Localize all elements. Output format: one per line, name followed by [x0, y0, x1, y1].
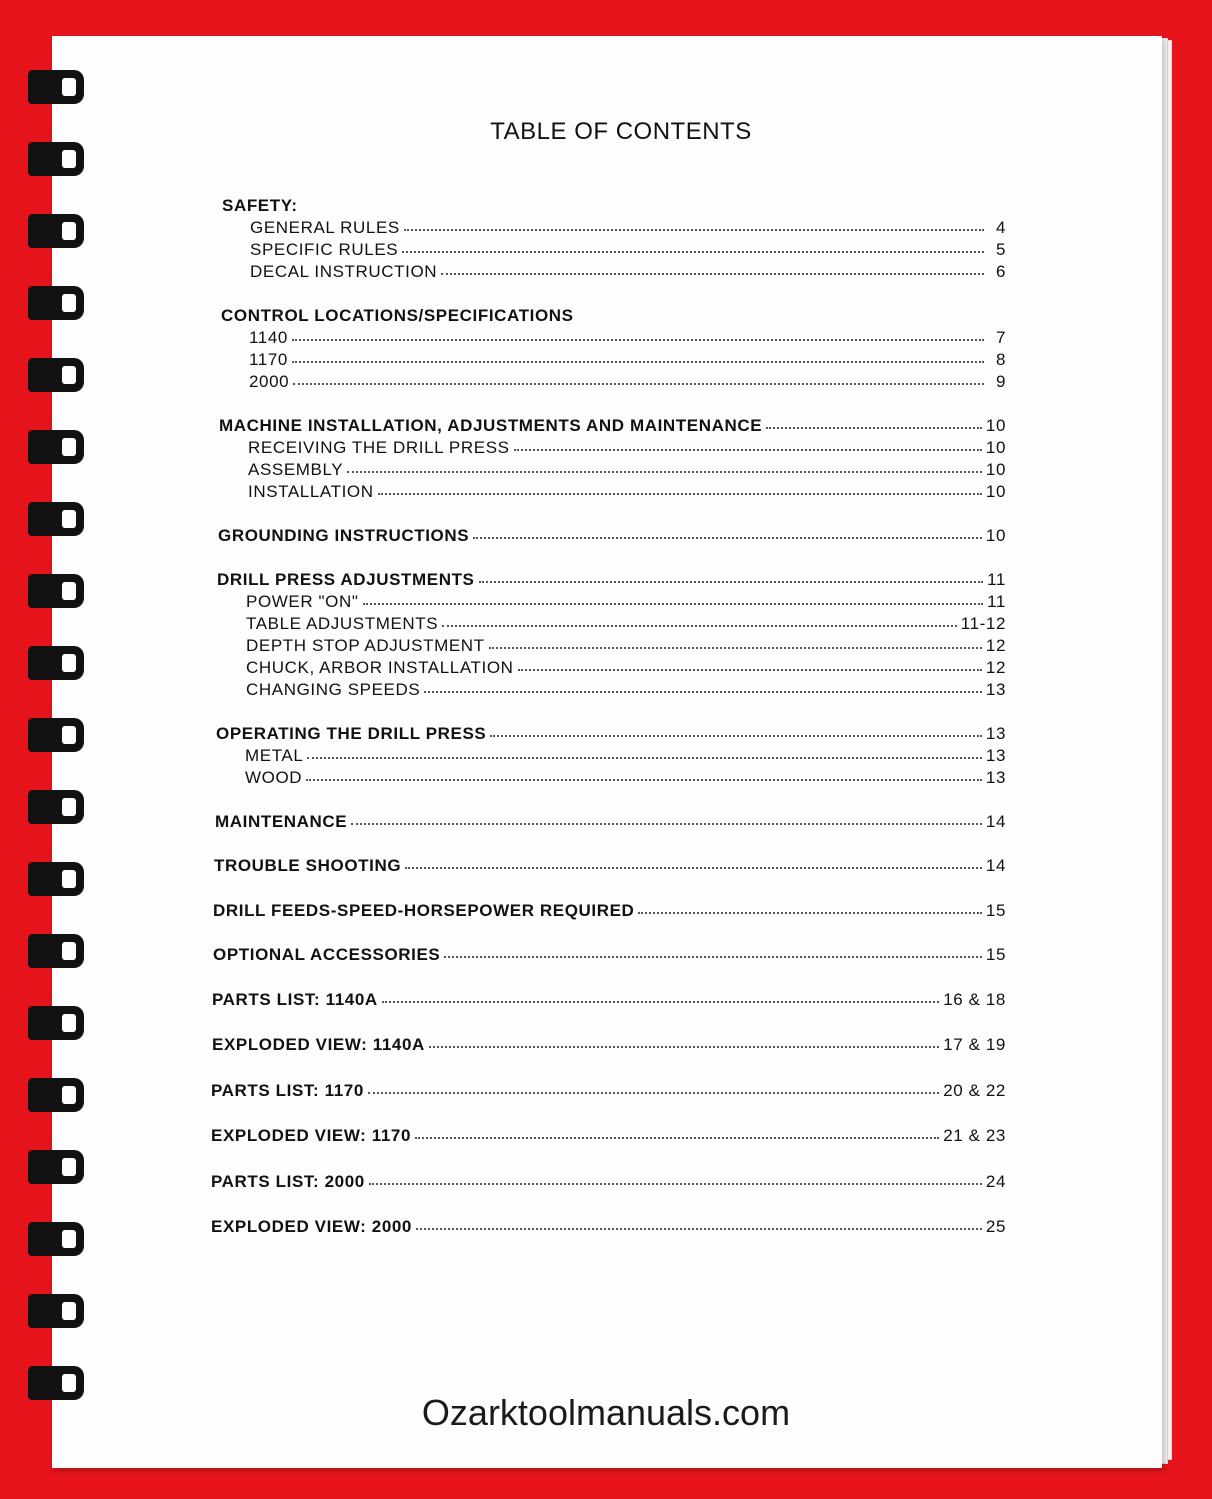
leader-dots [382, 1000, 939, 1003]
toc-entry-page: 21 & 23 [943, 1126, 1006, 1145]
leader-dots [489, 646, 982, 649]
toc-entry-label: CHUCK, ARBOR INSTALLATION [246, 658, 514, 677]
toc-entry-label: DEPTH STOP ADJUSTMENT [246, 636, 485, 655]
toc-entry-page: 15 [985, 945, 1006, 964]
toc-entry-page: 4 [995, 218, 1006, 237]
toc-entry [218, 526, 1006, 546]
toc-entry [246, 614, 1006, 634]
toc-entry-label: 1140 [249, 328, 288, 347]
leader-dots [306, 778, 982, 781]
toc-entry [214, 856, 1006, 876]
toc-entry-label: SPECIFIC RULES [250, 240, 399, 259]
toc-entry-page: 11 [987, 570, 1006, 589]
toc-entry [246, 680, 1006, 700]
toc-entry-label: ASSEMBLY [248, 460, 344, 479]
leader-dots [369, 1182, 982, 1185]
toc-entry-label: RECEIVING THE DRILL PRESS [248, 438, 510, 457]
toc-entry [246, 592, 1006, 612]
toc-entry [211, 1081, 1006, 1101]
toc-entry-page: 17 & 19 [943, 1035, 1006, 1054]
toc-entry [250, 262, 1006, 282]
toc-entry-page: 5 [995, 240, 1006, 259]
toc-entry-page: 16 & 18 [943, 990, 1006, 1009]
toc-entry [249, 372, 1006, 392]
leader-dots [444, 955, 982, 958]
leader-dots [441, 272, 984, 275]
leader-dots [473, 536, 982, 539]
toc-entry-page: 10 [985, 416, 1006, 435]
leader-dots [368, 1091, 939, 1094]
toc-entry [248, 482, 1006, 502]
toc-entry-page: 13 [985, 768, 1006, 787]
toc-entry-label: WOOD [245, 768, 303, 787]
leader-dots [490, 734, 982, 737]
leader-dots [293, 382, 984, 385]
leader-dots [405, 866, 982, 869]
toc-entry-page: 24 [985, 1172, 1006, 1191]
leader-dots [429, 1045, 939, 1048]
toc-entry [219, 416, 1006, 436]
toc-entry-page: 10 [985, 526, 1006, 545]
toc-entry-label: GENERAL RULES [250, 218, 400, 237]
toc-entry [249, 328, 1006, 348]
leader-dots [378, 492, 982, 495]
section-heading-exploded-1140a: EXPLODED VIEW: 1140A [212, 1035, 425, 1054]
toc-entry-label: INSTALLATION [248, 482, 374, 501]
toc-entry [217, 570, 1006, 590]
leader-dots [404, 228, 984, 231]
toc-entry [250, 240, 1006, 260]
toc-entry-page: 13 [985, 680, 1006, 699]
toc-entry-label: 2000 [249, 372, 290, 391]
leader-dots [402, 250, 984, 253]
leader-dots [351, 822, 982, 825]
toc-entry-page: 11-12 [960, 614, 1006, 633]
toc-entry-page: 6 [995, 262, 1006, 281]
toc-entry-page: 15 [985, 901, 1006, 920]
toc-entry [211, 1172, 1006, 1192]
section-heading-drill-adjustments: DRILL PRESS ADJUSTMENTS [217, 570, 475, 589]
website-watermark: Ozarktoolmanuals.com [421, 1392, 791, 1433]
toc-entry-page: 25 [985, 1217, 1006, 1236]
leader-dots [766, 426, 982, 429]
toc-entry-page: 10 [985, 460, 1006, 479]
toc-entry [215, 812, 1006, 832]
toc-entry-page: 13 [985, 724, 1006, 743]
section-heading-safety: SAFETY: [222, 196, 298, 215]
leader-dots [347, 470, 982, 473]
toc-entry-page: 20 & 22 [943, 1081, 1006, 1100]
toc-entry-label: DECAL INSTRUCTION [250, 262, 438, 281]
toc-entry [213, 901, 1006, 921]
toc-entry [211, 1217, 1006, 1237]
toc-entry [249, 350, 1006, 370]
toc-entry-label: METAL [245, 746, 304, 765]
toc-entry-page: 12 [985, 658, 1006, 677]
toc-entry [211, 1126, 1006, 1146]
leader-dots [638, 911, 981, 914]
toc-entry-page: 9 [995, 372, 1006, 391]
section-heading-feeds: DRILL FEEDS-SPEED-HORSEPOWER REQUIRED [213, 901, 635, 920]
toc-entry [245, 746, 1006, 766]
section-heading-maintenance: MAINTENANCE [215, 812, 348, 831]
leader-dots [514, 448, 982, 451]
leader-dots [416, 1227, 982, 1230]
section-heading-machine: MACHINE INSTALLATION, ADJUSTMENTS AND MAINTENANCE [219, 416, 763, 435]
section-heading-operating: OPERATING THE DRILL PRESS [216, 724, 487, 743]
toc-entry [216, 724, 1006, 744]
toc-entry-page: 14 [985, 856, 1006, 875]
toc-entry [248, 438, 1006, 458]
toc-entry-label: 1170 [249, 350, 288, 369]
toc-entry-page: 7 [995, 328, 1006, 347]
toc-entry-label: TABLE ADJUSTMENTS [246, 614, 439, 633]
toc-entry [245, 768, 1006, 788]
toc-entry [248, 460, 1006, 480]
section-heading-optional: OPTIONAL ACCESSORIES [213, 945, 441, 964]
toc-entry-page: 10 [985, 438, 1006, 457]
section-heading-exploded-1170: EXPLODED VIEW: 1170 [211, 1126, 412, 1145]
leader-dots [292, 360, 984, 363]
toc-entry-page: 11 [987, 592, 1006, 611]
toc-entry-label: POWER "ON" [246, 592, 359, 611]
leader-dots [442, 624, 957, 627]
toc-entry-page: 12 [985, 636, 1006, 655]
toc-entry [212, 1035, 1006, 1055]
section-heading-trouble: TROUBLE SHOOTING [214, 856, 402, 875]
toc-entry [212, 990, 1006, 1010]
leader-dots [424, 690, 982, 693]
toc-entry [246, 636, 1006, 656]
toc-entry-page: 10 [985, 482, 1006, 501]
leader-dots [292, 338, 984, 341]
leader-dots [479, 580, 984, 583]
toc-entry [213, 945, 1006, 965]
section-heading-control: CONTROL LOCATIONS/SPECIFICATIONS [221, 306, 574, 325]
leader-dots [415, 1136, 939, 1139]
toc-entry-page: 14 [985, 812, 1006, 831]
page-title: TABLE OF CONTENTS [490, 118, 752, 145]
toc-entry-page: 8 [995, 350, 1006, 369]
section-heading-parts-2000: PARTS LIST: 2000 [211, 1172, 365, 1191]
leader-dots [518, 668, 982, 671]
toc-entry-page: 13 [985, 746, 1006, 765]
leader-dots [363, 602, 984, 605]
toc-entry [250, 218, 1006, 238]
toc-entry [246, 658, 1006, 678]
section-heading-parts-1170: PARTS LIST: 1170 [211, 1081, 364, 1100]
toc-entry-label: CHANGING SPEEDS [246, 680, 421, 699]
section-heading-parts-1140a: PARTS LIST: 1140A [212, 990, 378, 1009]
leader-dots [307, 756, 981, 759]
section-heading-grounding: GROUNDING INSTRUCTIONS [218, 526, 470, 545]
section-heading-exploded-2000: EXPLODED VIEW: 2000 [211, 1217, 412, 1236]
